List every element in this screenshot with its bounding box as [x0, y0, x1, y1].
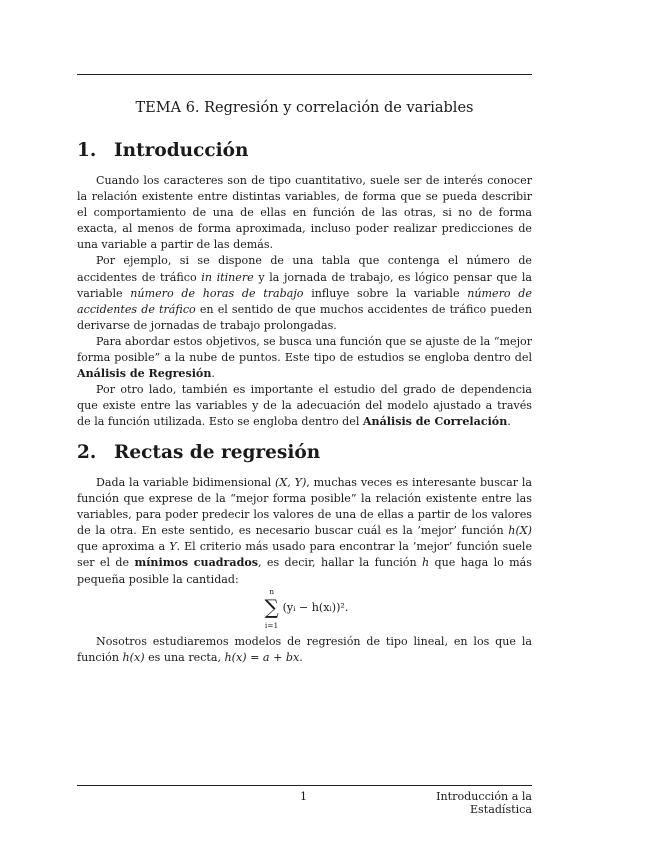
math-inline: h(x)	[122, 650, 145, 664]
section-number: 1.	[77, 140, 97, 161]
text-run: .	[211, 367, 215, 381]
text-run: en el sentido de que muchos accidentes de tráfico pueden derivarse de jornadas de trabajo prolongadas.	[77, 302, 532, 332]
text-run: .	[507, 415, 511, 429]
formula-expression: (yᵢ − h(xᵢ))².	[282, 600, 349, 614]
text-run: .	[299, 650, 303, 664]
text-run: es una recta,	[144, 650, 225, 664]
text-run: que haga lo más pequeña posible la cantidad:	[77, 556, 532, 586]
paragraph	[77, 634, 532, 666]
text-run: Por ejemplo, si se dispone de una tabla que contenga el número de accidentes de tráfico	[77, 254, 532, 284]
bold-term: Análisis de Correlación	[362, 415, 508, 429]
math-inline: h(x) = a + bx	[224, 650, 300, 664]
math-inline: h(X)	[508, 524, 532, 538]
sum-lower-limit: i=1	[264, 620, 279, 630]
document-title: TEMA 6. Regresión y correlación de variables	[135, 100, 474, 116]
italic-text: número de horas de trabajo	[130, 286, 304, 300]
text-run: Dada la variable bidimensional	[96, 476, 276, 489]
text-run: Por otro lado, también es importante el estudio del grado de dependencia que existe entre las variables y de la adecuación del modelo ajustado a través de la función utilizada. Esto se engloba dentro del	[77, 383, 532, 429]
section-heading-introduccion	[77, 140, 532, 161]
bold-term: Análisis de Regresión	[77, 367, 212, 381]
page-number: 1	[300, 790, 308, 803]
math-inline: Y	[169, 540, 177, 554]
text-run: Nosotros estudiaremos modelos de regresión de tipo lineal, en los que la función	[77, 634, 532, 664]
sum-of-squares-formula	[77, 586, 532, 630]
sum-upper-limit: n	[269, 586, 275, 596]
text-run: , es decir, hallar la función	[258, 556, 422, 570]
text-run: influye sobre la variable	[303, 286, 468, 300]
paragraph: Cuando los caracteres son de tipo cuantitativo, suele ser de interés conocer la relación existente entre distintas variables, de forma que se pueda describir el comportamiento de una de ellas en función de las otras, si no de forma exacta, al menos de forma aproximada, incluso poder realizar predicciones de una variable a partir de las demás.	[77, 174, 532, 252]
paragraph	[77, 334, 532, 382]
italic-text: in itinere	[201, 270, 254, 284]
text-run: y la jornada de trabajo, es lógico pensar que la variable	[77, 270, 532, 300]
italic-text: número de accidentes de tráfico	[77, 286, 532, 316]
section-title: Rectas de regresión	[114, 442, 321, 463]
paragraph	[77, 253, 532, 333]
text-run: , muchas veces es interesante buscar la función que exprese de la “mejor forma posible” la relación existente entre las variables, para poder predecir los valores de una de ellas a partir de los valores de la otra. En este sentido, es necesario buscar cuál es la ’mejor’ función	[77, 476, 533, 538]
section-1-body	[77, 173, 532, 431]
paragraph	[77, 475, 532, 588]
math-inline: h	[422, 556, 430, 570]
header-rule	[77, 74, 532, 75]
section-title: Introducción	[114, 140, 249, 161]
text-run: . El criterio más usado para encontrar la ’mejor’ función suele ser el de	[77, 540, 533, 570]
section-2-body	[77, 475, 532, 666]
bold-term: mínimos cuadrados	[134, 556, 258, 570]
summation-symbol	[261, 586, 283, 630]
math-inline: (X, Y)	[275, 476, 307, 489]
footer-course-title: Introducción a la Estadística	[436, 790, 532, 816]
section-number: 2.	[77, 442, 97, 463]
footer-rule	[77, 785, 532, 786]
text-run: que aproxima a	[77, 540, 170, 554]
section-heading-rectas-de-regresion	[77, 442, 532, 463]
paragraph	[77, 382, 532, 430]
sigma-glyph: ∑	[264, 594, 279, 619]
text-run: Para abordar estos objetivos, se busca una función que se ajuste de la “mejor forma posible” a la nube de puntos. Este tipo de estudios se engloba dentro del	[77, 334, 533, 365]
